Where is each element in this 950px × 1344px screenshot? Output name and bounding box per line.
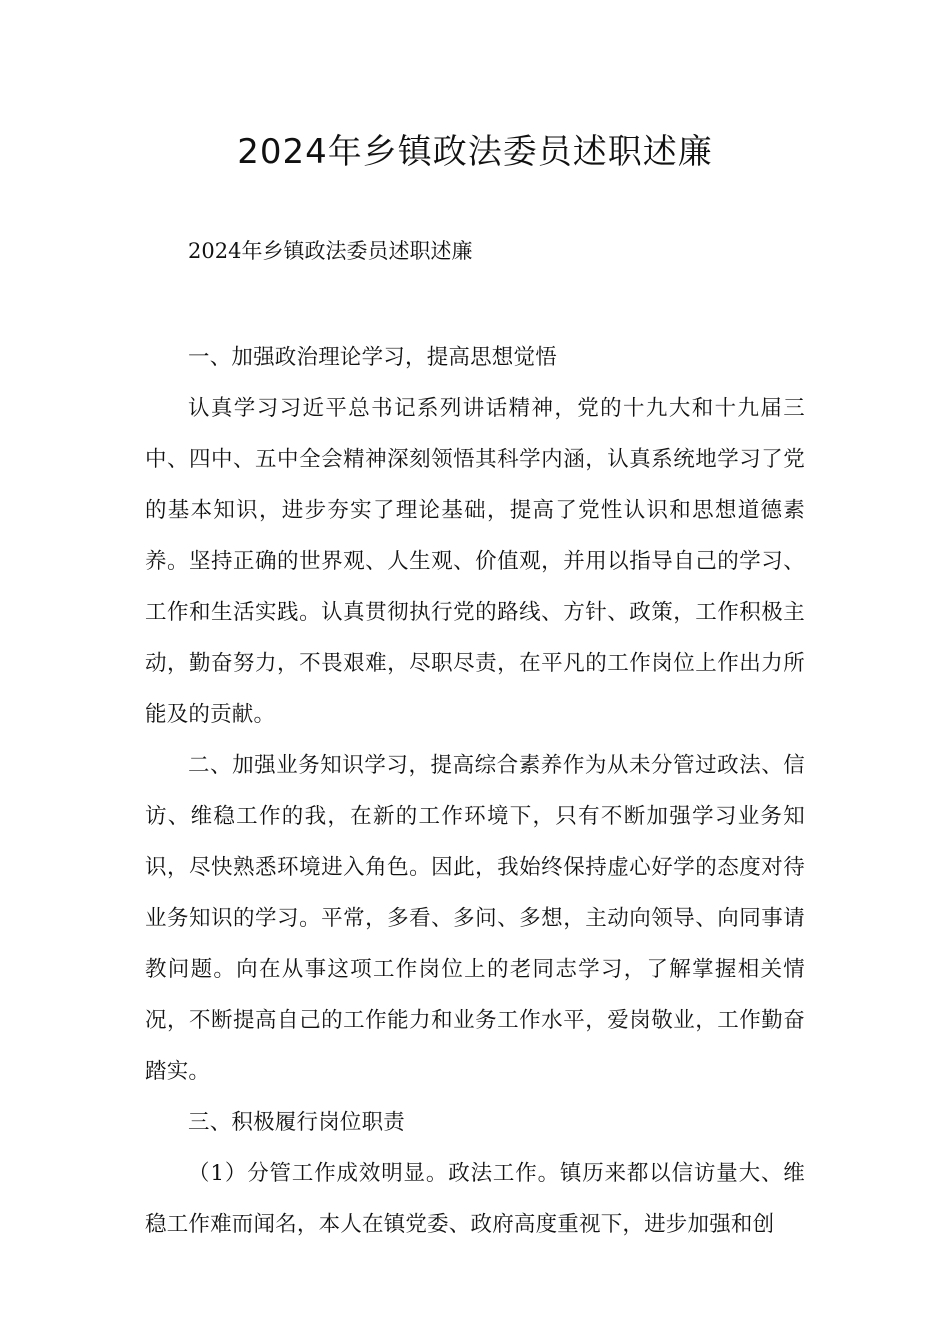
document-subtitle: 2024年乡镇政法委员述职述廉	[188, 239, 473, 263]
section-heading-3: 三、积极履行岗位职责	[188, 1110, 406, 1135]
body-paragraph-2: 二、加强业务知识学习，提高综合素养作为从未分管过政法、信访、维稳工作的我，在新的工作环境下，只有不断加强学习业务知识，尽快熟悉环境进入角色。因此，我始终保持虚心好学的态度对待业务知识的学习。平常，多看、多问、多想，主动向领导、向同事请教问题。向在从事这项工作岗位上的老同志学习，了解掌握相关情况，不断提高自己的工作能力和业务工作水平，爱岗敬业，工作勤奋踏实。	[145, 753, 805, 1084]
section-heading-1: 一、加强政治理论学习，提高思想觉悟	[188, 345, 557, 370]
document-body	[145, 332, 805, 1250]
body-paragraph-3: （1）分管工作成效明显。政法工作。镇历来都以信访量大、维稳工作难而闻名，本人在镇党委、政府高度重视下，进步加强和创	[145, 1161, 805, 1237]
document-title: 2024年乡镇政法委员述职述廉	[237, 132, 713, 172]
body-paragraph-1: 认真学习习近平总书记系列讲话精神，党的十九大和十九届三中、四中、五中全会精神深刻领悟其科学内涵，认真系统地学习了党的基本知识，进步夯实了理论基础，提高了党性认识和思想道德素养。坚持正确的世界观、人生观、价值观，并用以指导自己的学习、工作和生活实践。认真贯彻执行党的路线、方针、政策，工作积极主动，勤奋努力，不畏艰难，尽职尽责，在平凡的工作岗位上作出力所能及的贡献。	[145, 396, 805, 727]
